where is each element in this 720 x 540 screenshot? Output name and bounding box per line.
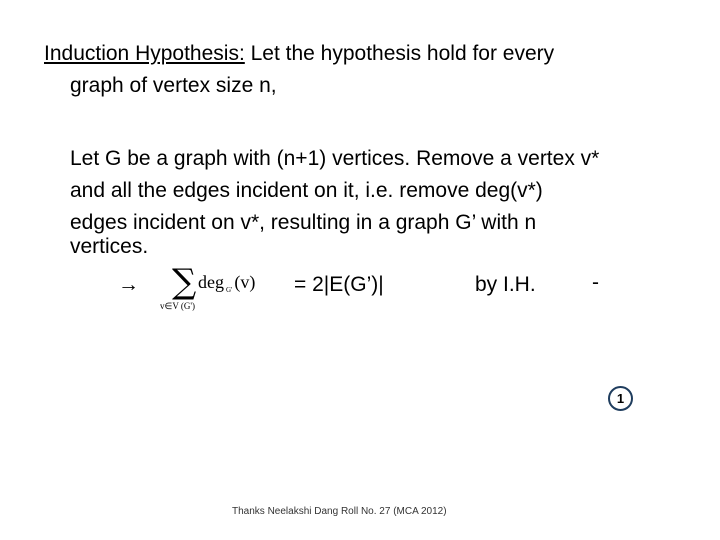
body-line-1: Let G be a graph with (n+1) vertices. Remove a vertex v* [70,147,600,170]
body-line-4: vertices. [70,235,149,258]
trailing-dash: - [592,271,599,294]
implication-arrow: → [118,273,139,296]
equals-expression: = 2|E(G’)| [294,273,384,296]
body-line-2: and all the edges incident on it, i.e. remove deg(v*) [70,179,543,202]
degree-sum-formula [160,262,290,314]
hypothesis-line-1 [44,41,554,67]
footer-credit: Thanks Neelakshi Dang Roll No. 27 (MCA 2012) [232,506,447,517]
deg-subscript: G' [226,286,233,294]
hypothesis-text-1: Let the hypothesis hold for every [244,42,555,65]
body-line-3: edges incident on v*, resulting in a graph G’ with n [70,211,537,234]
sigma-symbol: ∑ [172,262,197,302]
deg-argument: (v) [234,272,256,292]
sum-index: v∈V (G') [160,301,196,311]
deg-text: deg [198,272,224,292]
reason-text: by I.H. [475,273,536,296]
page-number-badge: 1 [608,386,633,411]
hypothesis-label: Induction Hypothesis: [44,42,245,65]
degree-term [198,271,255,297]
hypothesis-line-2: graph of vertex size n, [70,74,277,97]
